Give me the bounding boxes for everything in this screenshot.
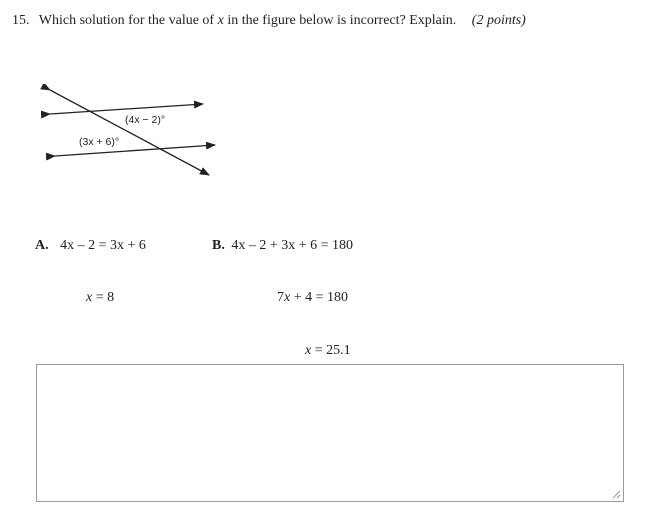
angle-label-top: (4x − 2)° [125,114,166,126]
option-b-solution [305,343,351,359]
option-a-solution-value: = 8 [92,290,115,305]
question-variable: x [217,13,224,28]
option-a-equation: 4x – 2 = 3x + 6 [60,238,146,253]
question-prompt [12,13,526,29]
option-b-solution-variable: x [305,343,312,358]
option-a-letter: A. [35,238,49,253]
option-a-equation-line [35,238,146,254]
option-b-letter: B. [212,238,225,253]
option-b-step [277,290,348,306]
answer-textarea[interactable] [36,364,624,502]
question-text-start: Which solution for the value of [38,13,218,28]
question-points: (2 points) [471,13,526,28]
parallel-line-top [50,104,203,114]
option-b-step-coefficient: 7 [277,290,284,305]
question-text-end: in the figure below is incorrect? Explain. [223,13,457,28]
option-b-equation-line [212,238,353,254]
transversal-line [50,90,209,175]
parallel-lines-figure [38,84,222,180]
option-b-equation: 4x – 2 + 3x + 6 = 180 [231,238,354,253]
resize-handle-icon[interactable] [612,490,621,499]
option-b-step-variable: x [284,290,291,305]
parallel-lines-diagram [38,84,222,180]
option-a-solution [86,290,114,306]
option-b-step-value: + 4 = 180 [290,290,349,305]
option-b-solution-value: = 25.1 [311,343,351,358]
angle-label-bottom: (3x + 6)° [79,136,120,148]
option-a-solution-variable: x [86,290,93,305]
question-number: 15. [12,13,30,28]
